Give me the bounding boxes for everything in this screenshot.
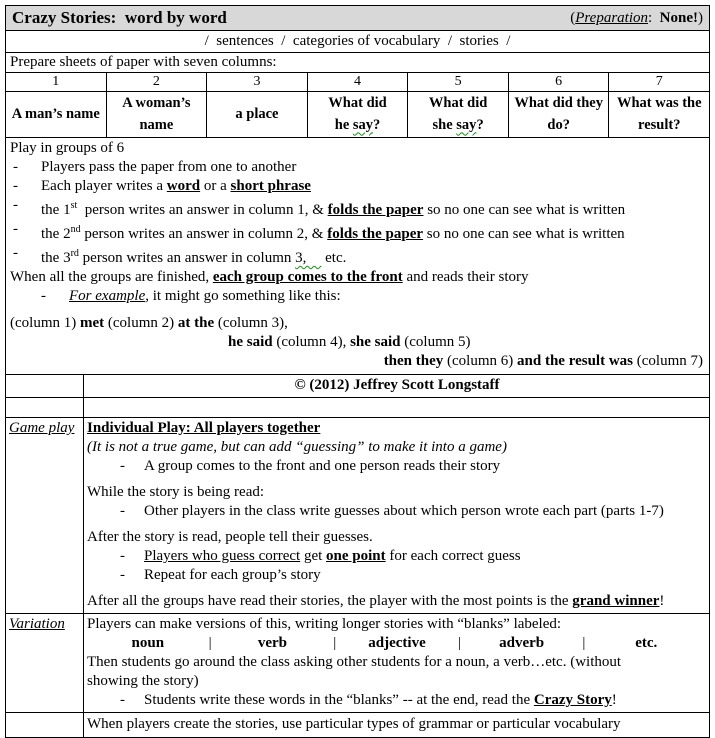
copyright-left-cell bbox=[6, 375, 84, 397]
bullet-dash: - bbox=[13, 178, 18, 194]
blank-label-verb: verb bbox=[257, 635, 287, 651]
footer-row bbox=[6, 712, 709, 737]
prep-label: Preparation bbox=[575, 9, 648, 26]
bullet-dash: - bbox=[13, 159, 18, 175]
prep-open-paren: ( bbox=[570, 9, 576, 26]
when-finished-line: When all the groups are finished, each group comes to the front and reads their story bbox=[10, 269, 529, 285]
variation-label-cell bbox=[6, 614, 84, 712]
ordinal-suffix: st bbox=[70, 200, 78, 211]
footer-text: When players create the stories, use particular types of grammar or particular vocabulary bbox=[87, 716, 621, 732]
subtitle-categories: / sentences / categories of vocabulary / stories / bbox=[6, 31, 709, 53]
list-item-text: Other players in the class write guesses about which person wrote each part (parts 1-7) bbox=[144, 503, 664, 519]
gameplay-content bbox=[84, 418, 709, 613]
list-item-text: Each player writes a word or a short phrase bbox=[41, 178, 311, 194]
spacer bbox=[87, 521, 707, 528]
list-item-text: the 3rd person writes an answer in column 3, etc. bbox=[41, 248, 347, 266]
column-number-3: 3 bbox=[207, 73, 308, 91]
bullet-dash: - bbox=[120, 567, 125, 583]
column-header-6: What did they do? bbox=[509, 92, 610, 137]
list-item bbox=[87, 457, 707, 476]
blank-label-etc: etc. bbox=[635, 635, 658, 651]
while-line: While the story is being read: bbox=[87, 484, 265, 500]
gameplay-note: (It is not a true game, but can add “guessing” to make it into a game) bbox=[87, 439, 507, 455]
blank-label-adverb: adverb bbox=[499, 635, 545, 651]
list-item bbox=[10, 177, 705, 196]
gameplay-row bbox=[6, 417, 709, 613]
spacer bbox=[87, 585, 707, 592]
example-line-2: he said (column 4), she said (column 5) bbox=[228, 334, 471, 350]
list-item-text: Players who guess correct get one point for each correct guess bbox=[144, 548, 521, 564]
column-number-2: 2 bbox=[107, 73, 208, 91]
example-line-3: then they (column 6) and the result was (column 7) bbox=[383, 353, 703, 369]
bullet-dash: - bbox=[13, 245, 18, 261]
column-header-7: What was the result? bbox=[616, 95, 702, 133]
separator-bar: | bbox=[333, 635, 337, 651]
separator-bar: | bbox=[208, 635, 212, 651]
prep-value: None! bbox=[659, 9, 698, 26]
spellcheck-squiggle: say bbox=[352, 116, 374, 133]
title-bar bbox=[6, 6, 709, 31]
column-header-1: A man’s name bbox=[6, 92, 107, 137]
grand-winner-line: After all the groups have read their stories, the player with the most points is the grand winner! bbox=[87, 593, 665, 609]
gameplay-label: Game play bbox=[9, 420, 75, 436]
column-headers-row bbox=[6, 91, 709, 138]
list-item-text: the 1st person writes an answer in column 1, & folds the paper so no one can see what is written bbox=[41, 200, 626, 218]
bullet-dash: - bbox=[120, 692, 125, 708]
list-item bbox=[10, 196, 705, 220]
page-title: Crazy Stories: word by word bbox=[12, 8, 227, 27]
variation-row bbox=[6, 613, 709, 712]
list-item-text: For example, it might go something like this: bbox=[69, 288, 341, 304]
copyright-text: © (2012) Jeffrey Scott Longstaff bbox=[294, 377, 500, 393]
example-line-1: (column 1) met (column 2) at the (column 3), bbox=[10, 315, 288, 331]
bullet-dash: - bbox=[120, 458, 125, 474]
ordinal-suffix: rd bbox=[70, 248, 79, 259]
prep-close-paren: ) bbox=[698, 9, 703, 26]
preparation-note bbox=[570, 10, 703, 27]
copyright-row bbox=[6, 374, 709, 397]
spellcheck-squiggle: 3, bbox=[295, 250, 322, 266]
spacer bbox=[87, 476, 707, 483]
list-item-text: Repeat for each group’s story bbox=[144, 567, 321, 583]
ordinal-suffix: nd bbox=[70, 224, 81, 235]
variation-content bbox=[84, 614, 709, 712]
bullet-dash: - bbox=[13, 197, 18, 213]
footer-left-cell bbox=[6, 713, 84, 737]
variation-label: Variation bbox=[9, 616, 65, 632]
list-item bbox=[87, 547, 707, 566]
list-item bbox=[87, 566, 707, 585]
column-number-1: 1 bbox=[6, 73, 107, 91]
list-item-text: the 2nd person writes an answer in column 2, & folds the paper so no one can see what is written bbox=[41, 224, 625, 242]
play-heading: Play in groups of 6 bbox=[10, 140, 125, 156]
column-numbers-row bbox=[6, 72, 709, 91]
bullet-dash: - bbox=[120, 503, 125, 519]
column-header-5: What did she say? bbox=[408, 92, 509, 137]
blank-labels-row bbox=[87, 634, 707, 653]
list-item-text: Students write these words in the “blanks” -- at the end, read the Crazy Story! bbox=[144, 692, 617, 708]
gameplay-heading: Individual Play: All players together bbox=[87, 420, 321, 436]
blank-label-adjective: adjective bbox=[368, 635, 426, 651]
column-number-4: 4 bbox=[308, 73, 409, 91]
variation-line-2: Then students go around the class asking other students for a noun, a verb…etc. (without showing the story) bbox=[87, 654, 622, 689]
list-item bbox=[87, 691, 707, 710]
column-header-3: a place bbox=[207, 92, 308, 137]
spellcheck-squiggle: say bbox=[456, 116, 477, 133]
column-number-7: 7 bbox=[655, 74, 663, 89]
prep-colon: : bbox=[648, 9, 660, 26]
list-item bbox=[10, 220, 705, 244]
variation-line-1: Players can make versions of this, writing longer stories with “blanks” labeled: bbox=[87, 616, 562, 632]
column-header-2: A woman’s name bbox=[107, 92, 208, 137]
document bbox=[5, 5, 710, 738]
for-example-line bbox=[10, 287, 705, 306]
list-item-text: Players pass the paper from one to another bbox=[41, 159, 297, 175]
separator-bar: | bbox=[457, 635, 461, 651]
column-number-6: 6 bbox=[509, 73, 610, 91]
list-item-text: A group comes to the front and one person reads their story bbox=[144, 458, 501, 474]
column-header-4: What did he say? bbox=[308, 92, 409, 137]
list-item bbox=[10, 158, 705, 177]
blank-label-noun: noun bbox=[131, 635, 165, 651]
list-item bbox=[10, 244, 705, 268]
separator-bar: | bbox=[582, 635, 586, 651]
empty-right-cell bbox=[84, 398, 709, 417]
spacer bbox=[10, 306, 705, 314]
bullet-dash: - bbox=[41, 288, 46, 304]
empty-row bbox=[6, 397, 709, 417]
after-story-line: After the story is read, people tell their guesses. bbox=[87, 529, 373, 545]
gameplay-label-cell bbox=[6, 418, 84, 613]
bullet-dash: - bbox=[120, 548, 125, 564]
prepare-line: Prepare sheets of paper with seven columns: bbox=[10, 54, 277, 70]
bullet-dash: - bbox=[13, 221, 18, 237]
empty-left-cell bbox=[6, 398, 84, 417]
list-item bbox=[87, 502, 707, 521]
instructions-section bbox=[6, 138, 709, 374]
column-number-5: 5 bbox=[408, 73, 509, 91]
